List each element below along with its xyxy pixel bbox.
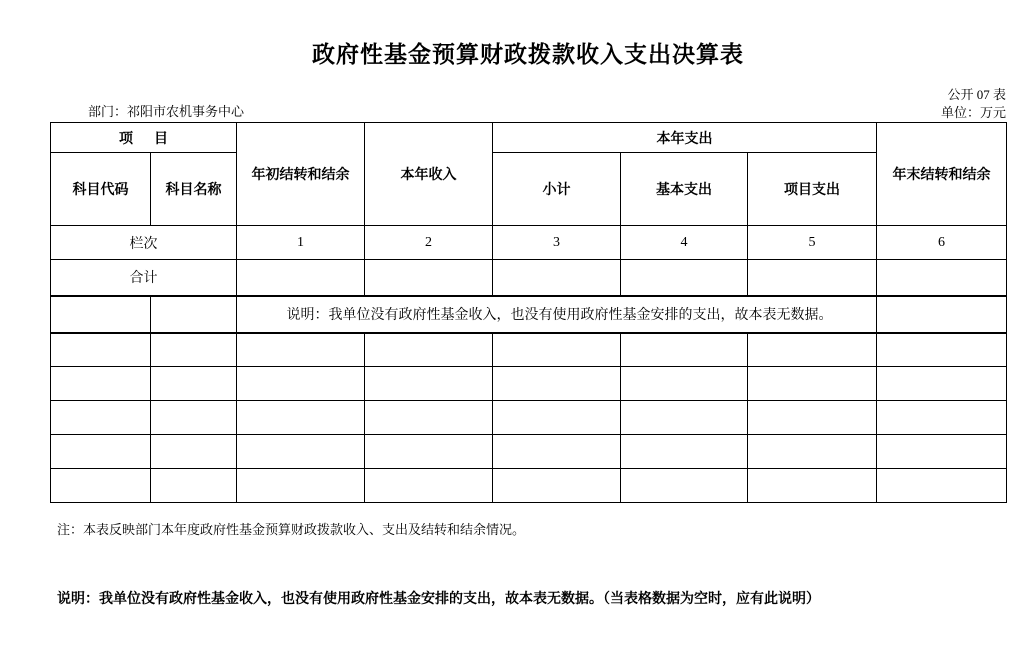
page-title: 政府性基金预算财政拨款收入支出决算表 xyxy=(312,41,744,67)
header-project-expenditure: 项目支出 xyxy=(748,153,877,226)
header-row-2 xyxy=(51,153,1007,226)
empty-cell xyxy=(151,435,237,469)
header-subject-code: 科目代码 xyxy=(51,153,151,226)
empty-cell xyxy=(493,469,621,503)
empty-cell xyxy=(51,435,151,469)
footnote-statement: 说明：我单位没有政府性基金收入，也没有使用政府性基金安排的支出，故本表无数据。（当表格数据为空时，应有此说明） xyxy=(57,590,820,606)
empty-cell xyxy=(151,401,237,435)
total-cell-5 xyxy=(748,260,877,296)
header-beginning-balance: 年初结转和结余 xyxy=(237,123,365,226)
form-code-label: 公开 07 表 xyxy=(947,87,1006,102)
column-index-1: 1 xyxy=(237,226,365,260)
header-current-year-income: 本年收入 xyxy=(365,123,493,226)
header-subtotal: 小计 xyxy=(493,153,621,226)
empty-cell xyxy=(151,333,237,367)
empty-cell xyxy=(621,333,748,367)
empty-cell xyxy=(493,401,621,435)
empty-cell xyxy=(237,401,365,435)
empty-cell xyxy=(151,469,237,503)
empty-cell xyxy=(748,333,877,367)
empty-cell xyxy=(877,435,1007,469)
empty-cell xyxy=(365,333,493,367)
column-index-5: 5 xyxy=(748,226,877,260)
total-row xyxy=(51,260,1007,296)
empty-cell xyxy=(151,367,237,401)
empty-cell xyxy=(748,401,877,435)
empty-cell xyxy=(493,435,621,469)
note-row-last-cell xyxy=(877,296,1007,333)
header-basic-expenditure: 基本支出 xyxy=(621,153,748,226)
header-current-year-expenditure: 本年支出 xyxy=(493,123,877,153)
empty-cell xyxy=(621,367,748,401)
total-cell-6 xyxy=(877,260,1007,296)
empty-cell xyxy=(877,367,1007,401)
total-cell-1 xyxy=(237,260,365,296)
empty-cell xyxy=(365,435,493,469)
empty-cell xyxy=(237,333,365,367)
column-index-row xyxy=(51,226,1007,260)
empty-cell xyxy=(621,401,748,435)
header-item-group: 项 目 xyxy=(51,123,237,153)
empty-cell xyxy=(748,367,877,401)
empty-cell xyxy=(51,469,151,503)
empty-cell xyxy=(51,367,151,401)
footnote-note: 注：本表反映部门本年度政府性基金预算财政拨款收入、支出及结转和结余情况。 xyxy=(57,522,526,537)
unit-label: 单位：万元 xyxy=(940,105,1006,120)
empty-cell xyxy=(365,401,493,435)
empty-cell xyxy=(621,435,748,469)
empty-cell xyxy=(237,435,365,469)
empty-row-3 xyxy=(51,401,1007,435)
empty-row-5 xyxy=(51,469,1007,503)
empty-cell xyxy=(877,469,1007,503)
empty-cell xyxy=(51,333,151,367)
empty-cell xyxy=(493,367,621,401)
total-cell-3 xyxy=(493,260,621,296)
budget-table xyxy=(50,122,1007,503)
table-note-text: 说明：我单位没有政府性基金收入，也没有使用政府性基金安排的支出，故本表无数据。 xyxy=(237,296,877,333)
total-cell-4 xyxy=(621,260,748,296)
empty-cell xyxy=(365,469,493,503)
empty-row-2 xyxy=(51,367,1007,401)
column-index-4: 4 xyxy=(621,226,748,260)
empty-cell xyxy=(877,401,1007,435)
empty-row-1 xyxy=(51,333,1007,367)
empty-cell xyxy=(493,333,621,367)
total-cell-2 xyxy=(365,260,493,296)
header-subject-name: 科目名称 xyxy=(151,153,237,226)
header-row-1 xyxy=(51,123,1007,153)
empty-cell xyxy=(51,401,151,435)
empty-cell xyxy=(237,469,365,503)
column-index-6: 6 xyxy=(877,226,1007,260)
column-index-3: 3 xyxy=(493,226,621,260)
empty-row-4 xyxy=(51,435,1007,469)
table-note-row xyxy=(51,296,1007,333)
empty-cell xyxy=(748,435,877,469)
column-index-2: 2 xyxy=(365,226,493,260)
empty-cell xyxy=(748,469,877,503)
empty-cell xyxy=(877,333,1007,367)
note-row-code-cell xyxy=(51,296,151,333)
total-row-label: 合计 xyxy=(51,260,237,296)
empty-cell xyxy=(621,469,748,503)
empty-cell xyxy=(365,367,493,401)
index-row-label: 栏次 xyxy=(51,226,237,260)
header-year-end-balance: 年末结转和结余 xyxy=(877,123,1007,226)
department-label: 部门：祁阳市农机事务中心 xyxy=(88,104,245,119)
empty-cell xyxy=(237,367,365,401)
note-row-name-cell xyxy=(151,296,237,333)
